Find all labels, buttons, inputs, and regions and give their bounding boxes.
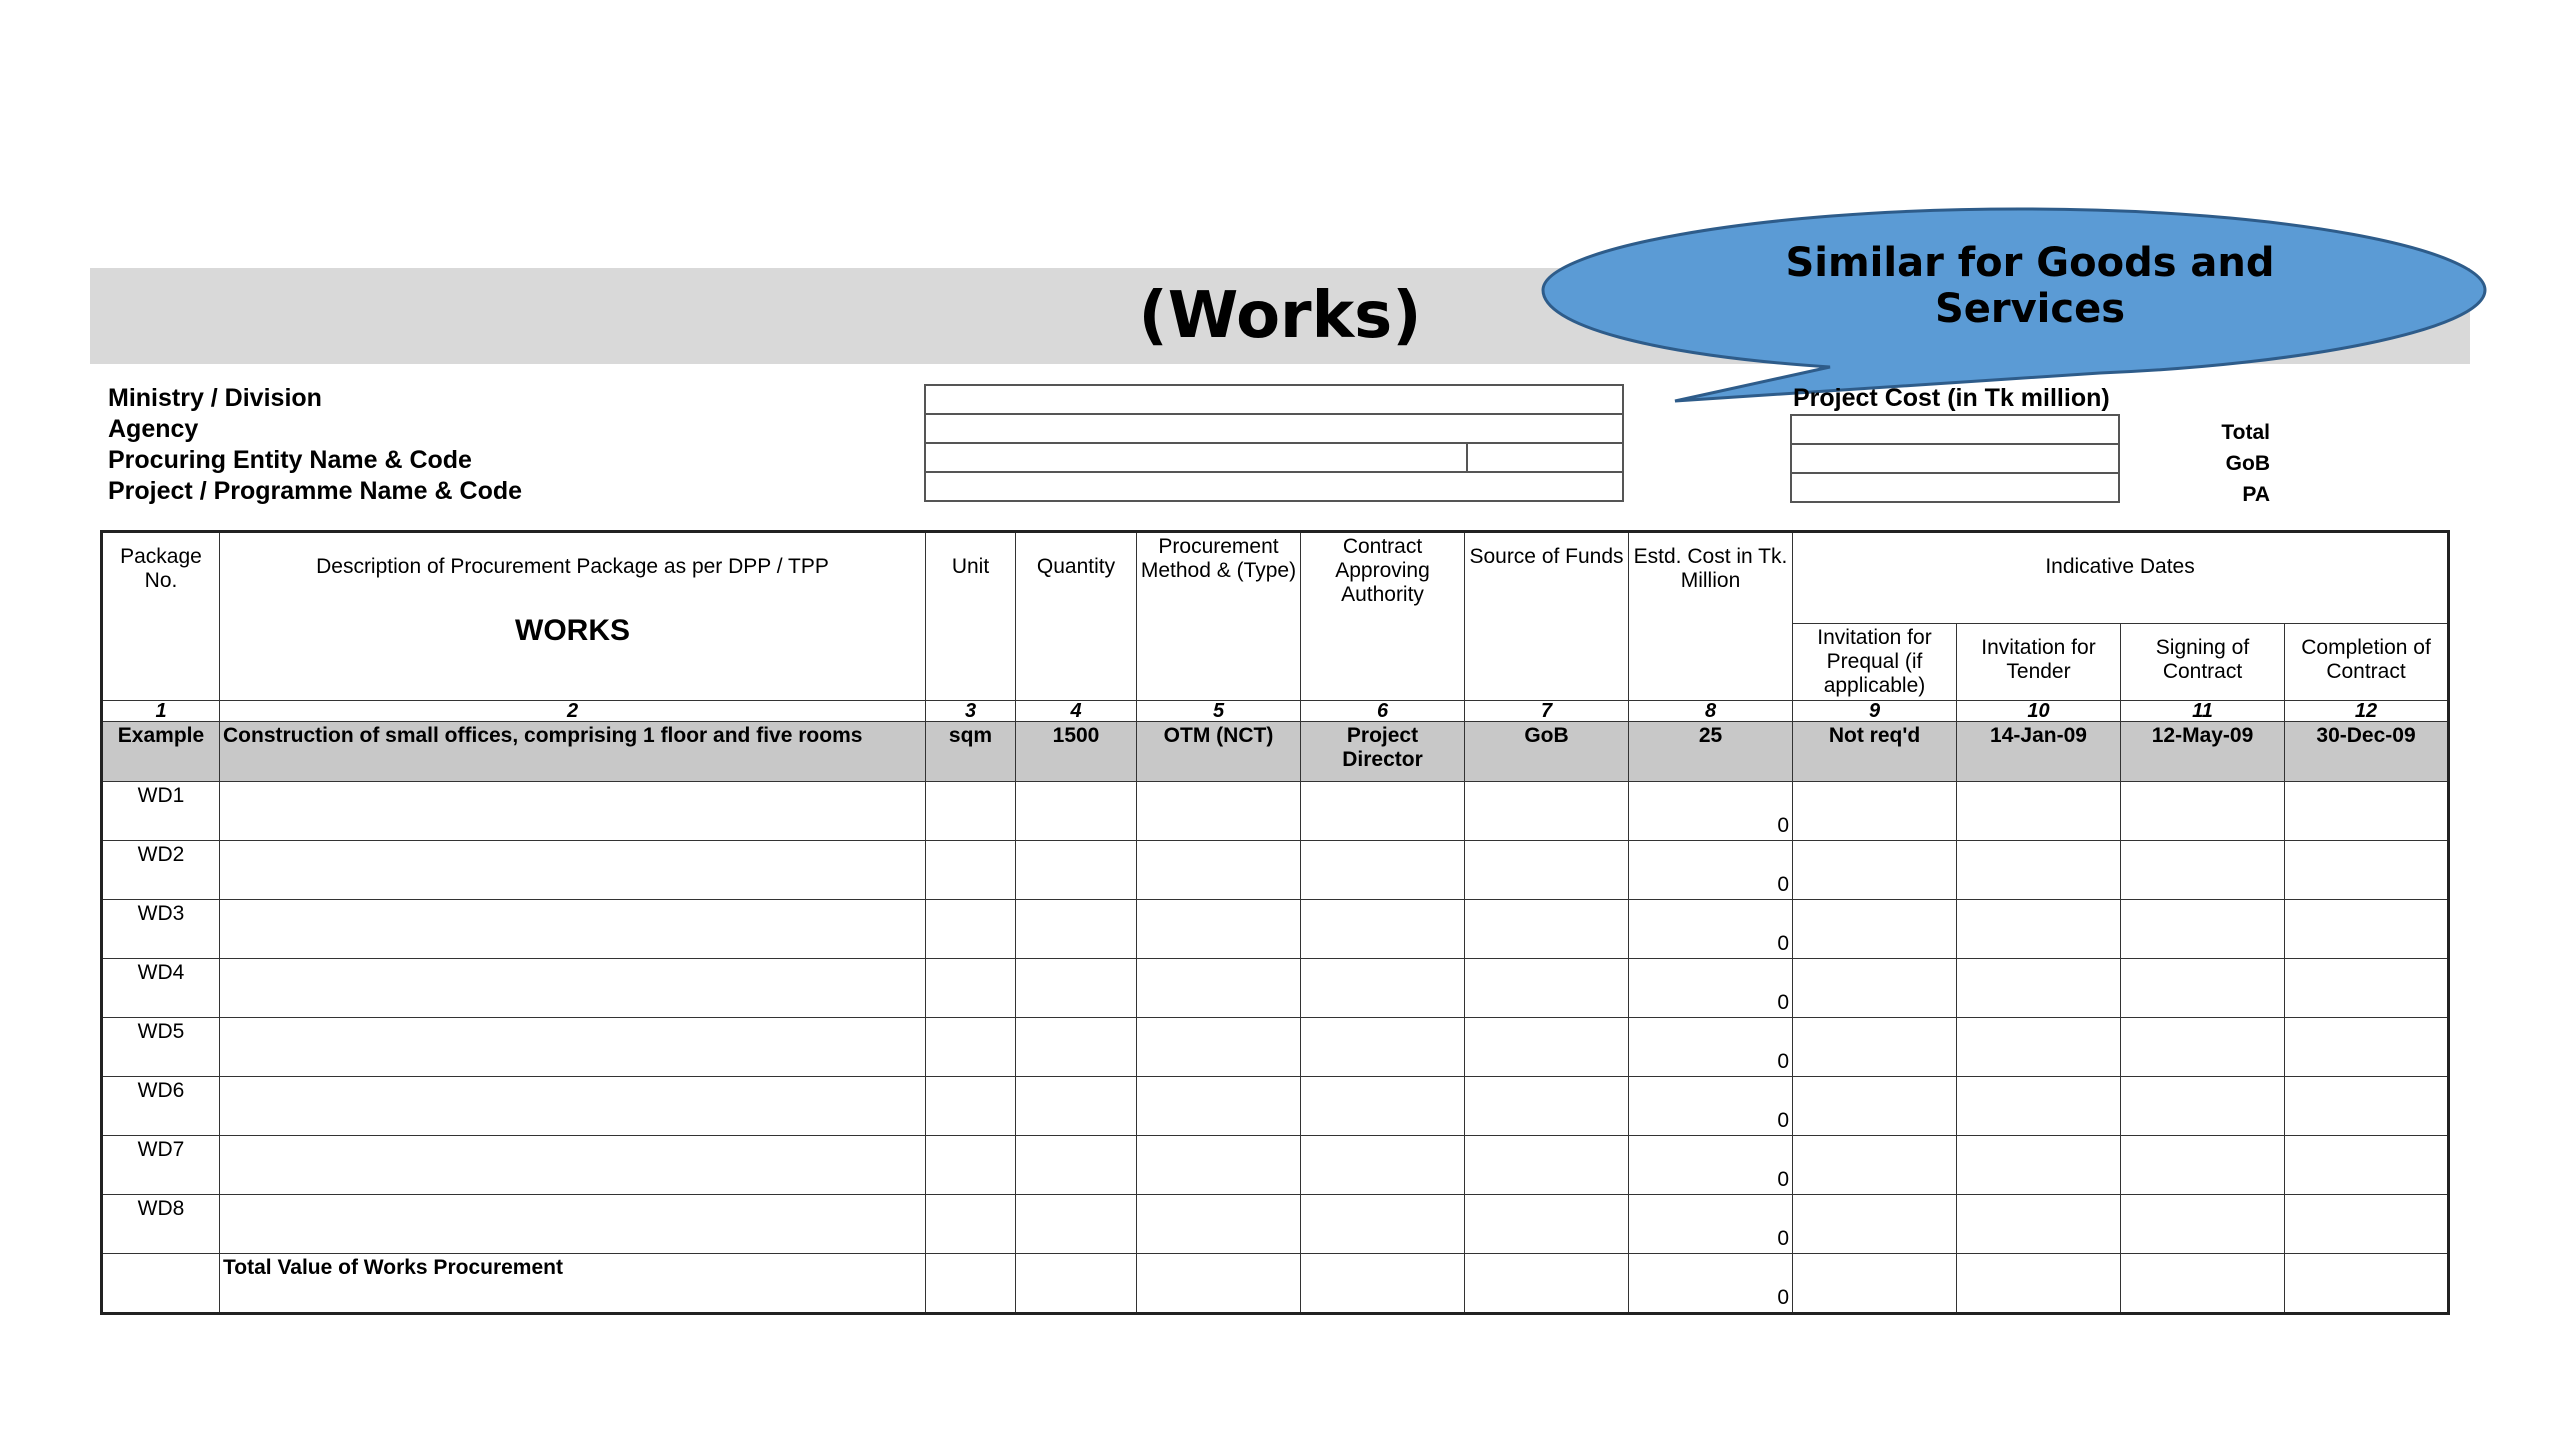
source-cell[interactable]: [1465, 1195, 1629, 1254]
completion-cell[interactable]: [2285, 959, 2449, 1018]
prequal-cell[interactable]: [1793, 1195, 1957, 1254]
header-method: Procurement Method & (Type): [1137, 532, 1301, 701]
tender-cell[interactable]: [1957, 1077, 2121, 1136]
signing-cell[interactable]: [2121, 782, 2285, 841]
prequal-cell[interactable]: [1793, 841, 1957, 900]
description-cell[interactable]: [220, 782, 926, 841]
authority-cell[interactable]: [1301, 782, 1465, 841]
project-cost-inputs: [1790, 414, 2120, 503]
total-tender-cell: [1957, 1254, 2121, 1314]
unit-cell[interactable]: [926, 959, 1016, 1018]
column-number: 3: [926, 701, 1016, 722]
column-number: 1: [102, 701, 220, 722]
method-cell[interactable]: [1137, 782, 1301, 841]
header-prequal: Invitation for Prequal (if applicable): [1793, 624, 1957, 701]
signing-cell[interactable]: [2121, 1195, 2285, 1254]
column-number: 5: [1137, 701, 1301, 722]
quantity-cell[interactable]: [1016, 1018, 1137, 1077]
source-cell[interactable]: [1465, 959, 1629, 1018]
header-quantity: Quantity: [1016, 532, 1137, 701]
column-number: 11: [2121, 701, 2285, 722]
unit-cell[interactable]: [926, 900, 1016, 959]
quantity-cell[interactable]: [1016, 1077, 1137, 1136]
header-signing: Signing of Contract: [2121, 624, 2285, 701]
package-id: WD5: [102, 1018, 220, 1077]
header-cost: Estd. Cost in Tk. Million: [1629, 532, 1793, 701]
ministry-label: Ministry / Division: [108, 384, 322, 412]
authority-cell[interactable]: [1301, 1077, 1465, 1136]
header-description: [220, 532, 926, 701]
source-cell[interactable]: [1465, 841, 1629, 900]
project-label: Project / Programme Name & Code: [108, 477, 523, 505]
gob-label: GoB: [2225, 452, 2270, 475]
column-number: 4: [1016, 701, 1137, 722]
unit-cell[interactable]: [926, 1195, 1016, 1254]
prequal-cell[interactable]: [1793, 1018, 1957, 1077]
source-cell[interactable]: [1465, 900, 1629, 959]
cost-cell[interactable]: 0: [1629, 959, 1793, 1018]
source-cell[interactable]: [1465, 1136, 1629, 1195]
completion-cell[interactable]: [2285, 1195, 2449, 1254]
quantity-cell[interactable]: [1016, 841, 1137, 900]
header-tender: Invitation for Tender: [1957, 624, 2121, 701]
agency-field[interactable]: [925, 414, 1623, 443]
pa-label: PA: [2242, 483, 2270, 506]
completion-cell[interactable]: [2285, 782, 2449, 841]
column-number: 10: [1957, 701, 2121, 722]
total-cost: 0: [1629, 1254, 1793, 1314]
header-field-labels: [108, 383, 522, 507]
description-cell[interactable]: [220, 841, 926, 900]
method-cell[interactable]: [1137, 1077, 1301, 1136]
column-number: 6: [1301, 701, 1465, 722]
total-completion-cell: [2285, 1254, 2449, 1314]
unit-cell[interactable]: [926, 1018, 1016, 1077]
table-row: [102, 1018, 2449, 1077]
cost-cell[interactable]: 0: [1629, 782, 1793, 841]
description-cell[interactable]: [220, 1077, 926, 1136]
column-number: 2: [220, 701, 926, 722]
signing-cell[interactable]: [2121, 1077, 2285, 1136]
total-source-cell: [1465, 1254, 1629, 1314]
works-label: WORKS: [515, 614, 630, 647]
ministry-field[interactable]: [925, 385, 1623, 414]
column-number: 7: [1465, 701, 1629, 722]
tender-cell[interactable]: [1957, 1018, 2121, 1077]
example-unit: sqm: [926, 722, 1016, 782]
table-row: [102, 959, 2449, 1018]
cost-cell[interactable]: 0: [1629, 1018, 1793, 1077]
table-row: [102, 782, 2449, 841]
authority-cell[interactable]: [1301, 959, 1465, 1018]
prequal-cell[interactable]: [1793, 1077, 1957, 1136]
completion-cell[interactable]: [2285, 1136, 2449, 1195]
tender-cell[interactable]: [1957, 1136, 2121, 1195]
header-completion: Completion of Contract: [2285, 624, 2449, 701]
procuring-entity-label: Procuring Entity Name & Code: [108, 446, 472, 474]
tender-cell[interactable]: [1957, 841, 2121, 900]
authority-cell[interactable]: [1301, 1195, 1465, 1254]
quantity-cell[interactable]: [1016, 1136, 1137, 1195]
method-cell[interactable]: [1137, 1136, 1301, 1195]
header-authority: Contract Approving Authority: [1301, 532, 1465, 701]
total-unit-cell: [926, 1254, 1016, 1314]
total-blank-cell: [102, 1254, 220, 1314]
total-signing-cell: [2121, 1254, 2285, 1314]
table-row: [102, 1077, 2449, 1136]
prequal-cell[interactable]: [1793, 900, 1957, 959]
column-number-row: [102, 701, 2449, 722]
column-number: 12: [2285, 701, 2449, 722]
cost-cell[interactable]: 0: [1629, 900, 1793, 959]
tender-cell[interactable]: [1957, 900, 2121, 959]
source-cell[interactable]: [1465, 1077, 1629, 1136]
signing-cell[interactable]: [2121, 1018, 2285, 1077]
example-authority: Project Director: [1301, 722, 1465, 782]
method-cell[interactable]: [1137, 1018, 1301, 1077]
header-field-inputs: [924, 384, 1624, 502]
description-cell[interactable]: [220, 900, 926, 959]
completion-cell[interactable]: [2285, 841, 2449, 900]
quantity-cell[interactable]: [1016, 782, 1137, 841]
method-cell[interactable]: [1137, 900, 1301, 959]
prequal-cell[interactable]: [1793, 782, 1957, 841]
quantity-cell[interactable]: [1016, 959, 1137, 1018]
unit-cell[interactable]: [926, 1077, 1016, 1136]
procurement-plan-table: [100, 530, 2450, 1315]
signing-cell[interactable]: [2121, 1136, 2285, 1195]
column-number: 9: [1793, 701, 1957, 722]
tender-cell[interactable]: [1957, 1195, 2121, 1254]
example-signing: 12-May-09: [2121, 722, 2285, 782]
description-cell[interactable]: [220, 1018, 926, 1077]
project-cost-total-field[interactable]: [1791, 415, 2119, 444]
example-prequal: Not req'd: [1793, 722, 1957, 782]
table-row: [102, 1136, 2449, 1195]
method-cell[interactable]: [1137, 841, 1301, 900]
unit-cell[interactable]: [926, 1136, 1016, 1195]
header-source: Source of Funds: [1465, 532, 1629, 701]
package-id: WD3: [102, 900, 220, 959]
procuring-entity-name-field[interactable]: [925, 443, 1467, 472]
completion-cell[interactable]: [2285, 1077, 2449, 1136]
package-id: WD7: [102, 1136, 220, 1195]
table-row: [102, 900, 2449, 959]
project-cost-pa-field[interactable]: [1791, 473, 2119, 502]
source-cell[interactable]: [1465, 782, 1629, 841]
example-row: [102, 722, 2449, 782]
quantity-cell[interactable]: [1016, 900, 1137, 959]
header-package-no: Package No.: [102, 532, 220, 701]
procuring-entity-code-field[interactable]: [1467, 443, 1623, 472]
cost-cell[interactable]: 0: [1629, 841, 1793, 900]
authority-cell[interactable]: [1301, 1136, 1465, 1195]
prequal-cell[interactable]: [1793, 959, 1957, 1018]
example-label: Example: [102, 722, 220, 782]
description-cell[interactable]: [220, 959, 926, 1018]
signing-cell[interactable]: [2121, 841, 2285, 900]
total-authority-cell: [1301, 1254, 1465, 1314]
callout-text: Similar for Goods and Services: [1785, 240, 2275, 332]
example-method: OTM (NCT): [1137, 722, 1301, 782]
completion-cell[interactable]: [2285, 900, 2449, 959]
package-id: WD8: [102, 1195, 220, 1254]
agency-label: Agency: [108, 415, 199, 443]
page-title: (Works): [1138, 279, 1422, 353]
example-quantity: 1500: [1016, 722, 1137, 782]
header-indicative-dates: Indicative Dates: [1793, 532, 2449, 624]
total-prequal-cell: [1793, 1254, 1957, 1314]
package-id: WD4: [102, 959, 220, 1018]
total-label: Total Value of Works Procurement: [220, 1254, 926, 1314]
source-cell[interactable]: [1465, 1018, 1629, 1077]
header-unit: Unit: [926, 532, 1016, 701]
table-row: [102, 1195, 2449, 1254]
example-description: Construction of small offices, comprising 1 floor and five rooms: [220, 722, 926, 782]
signing-cell[interactable]: [2121, 900, 2285, 959]
description-cell[interactable]: [220, 1136, 926, 1195]
method-cell[interactable]: [1137, 1195, 1301, 1254]
example-completion: 30-Dec-09: [2285, 722, 2449, 782]
package-id: WD2: [102, 841, 220, 900]
example-tender: 14-Jan-09: [1957, 722, 2121, 782]
authority-cell[interactable]: [1301, 841, 1465, 900]
project-cost-gob-field[interactable]: [1791, 444, 2119, 473]
column-number: 8: [1629, 701, 1793, 722]
package-id: WD6: [102, 1077, 220, 1136]
method-cell[interactable]: [1137, 959, 1301, 1018]
signing-cell[interactable]: [2121, 959, 2285, 1018]
prequal-cell[interactable]: [1793, 1136, 1957, 1195]
example-cost: 25: [1629, 722, 1793, 782]
authority-cell[interactable]: [1301, 900, 1465, 959]
package-id: WD1: [102, 782, 220, 841]
authority-cell[interactable]: [1301, 1018, 1465, 1077]
tender-cell[interactable]: [1957, 959, 2121, 1018]
unit-cell[interactable]: [926, 841, 1016, 900]
cost-cell[interactable]: 0: [1629, 1195, 1793, 1254]
example-source: GoB: [1465, 722, 1629, 782]
cost-cell[interactable]: 0: [1629, 1077, 1793, 1136]
total-row: [102, 1254, 2449, 1314]
unit-cell[interactable]: [926, 782, 1016, 841]
project-field[interactable]: [925, 472, 1623, 501]
tender-cell[interactable]: [1957, 782, 2121, 841]
header-description-text: Description of Procurement Package as per DPP / TPP: [316, 555, 829, 578]
table-row: [102, 841, 2449, 900]
cost-cell[interactable]: 0: [1629, 1136, 1793, 1195]
project-cost-labels: [2180, 417, 2270, 510]
total-quantity-cell: [1016, 1254, 1137, 1314]
completion-cell[interactable]: [2285, 1018, 2449, 1077]
total-method-cell: [1137, 1254, 1301, 1314]
project-cost-title: Project Cost (in Tk million): [1793, 384, 2110, 412]
total-label: Total: [2221, 421, 2270, 444]
description-cell[interactable]: [220, 1195, 926, 1254]
quantity-cell[interactable]: [1016, 1195, 1137, 1254]
